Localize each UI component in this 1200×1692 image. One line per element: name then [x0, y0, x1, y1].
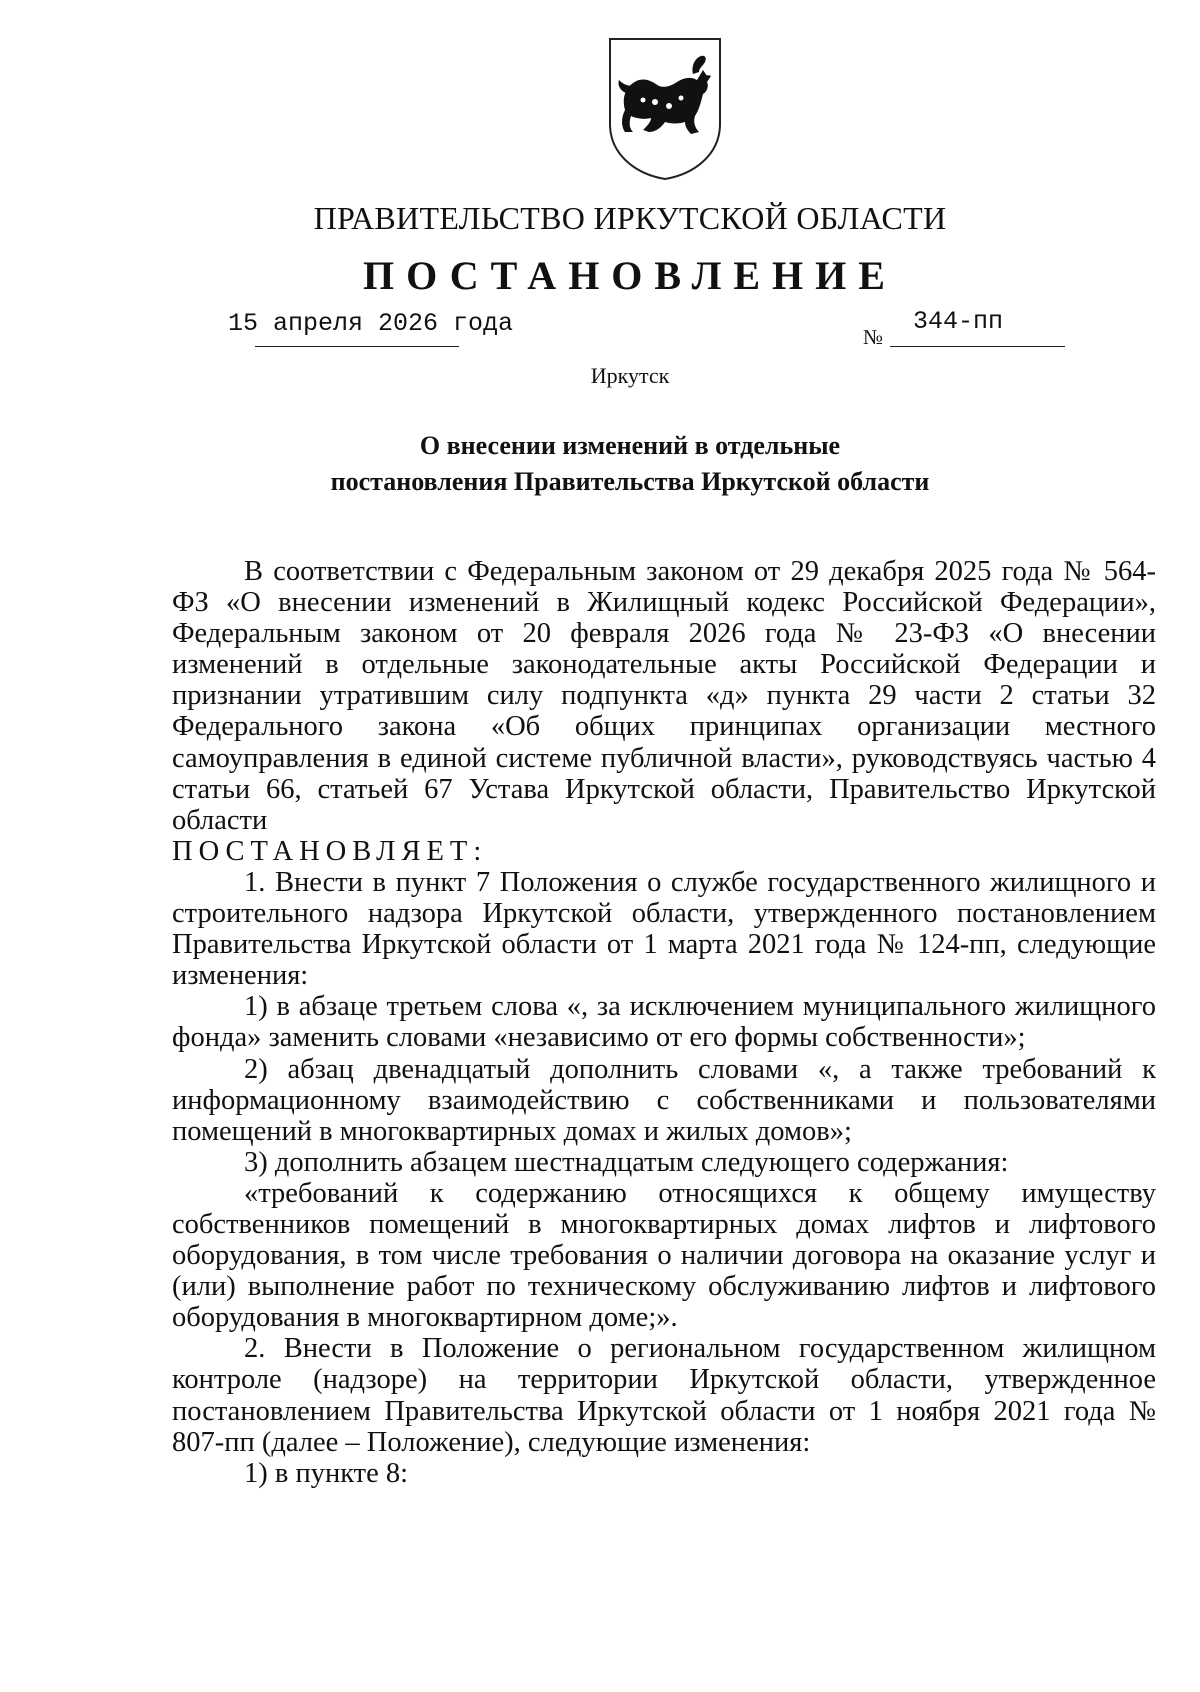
- document-type: ПОСТАНОВЛЕНИЕ: [363, 253, 897, 298]
- document-subject: [0, 428, 1200, 500]
- number-underline: [890, 346, 1065, 347]
- paragraph-1-item-1: 1) в абзаце третьем слова «, за исключением муниципального жилищного фонда» заменить словами «независимо от его формы собственности»;: [172, 991, 1156, 1054]
- paragraph-1-item-3-quote: «требований к содержанию относящихся к общему имуществу собственников помещений в многоквартирных домах лифтов и лифтового оборудования, в том числе требования о наличии договора на оказание услуг и (или) выполнение работ по техническому обслуживанию лифтов и лифтового оборудования в многоквартирном доме;».: [172, 1177, 1156, 1334]
- date-underline: [255, 346, 459, 347]
- subject-line-2: постановления Правительства Иркутской области: [330, 467, 930, 496]
- document-city: Иркутск: [590, 363, 670, 388]
- document-number: 344-пп: [913, 307, 1004, 336]
- paragraph-1-item-3: 3) дополнить абзацем шестнадцатым следующего содержания:: [244, 1146, 1009, 1178]
- paragraph-1: 1. Внести в пункт 7 Положения о службе государственного жилищного и строительного надзора Иркутской области, утвержденного постановлением Правительства Иркутской области от 1 марта 2021 года № 124-пп, следующие изменения:: [172, 866, 1156, 992]
- document-body: [172, 556, 1156, 1489]
- decree-word: ПОСТАНОВЛЯЕТ:: [172, 835, 488, 867]
- paragraph-2: 2. Внести в Положение о региональном государственном жилищном контроле (надзоре) на территории Иркутской области, утвержденное постановлением Правительства Иркутской области от 1 ноября 2021 года № 807-пп (далее – Положение), следующие изменения:: [172, 1333, 1156, 1458]
- coat-of-arms-icon: [607, 36, 723, 182]
- government-title: ПРАВИТЕЛЬСТВО ИРКУТСКОЙ ОБЛАСТИ: [313, 200, 947, 236]
- preamble-paragraph: В соответствии с Федеральным законом от 29 декабря 2025 года № 564-ФЗ «О внесении изменений в Жилищный кодекс Российской Федерации», Федеральным законом от 20 февраля 2026 года № 23-ФЗ «О внесении изменений в отдельные законодательные акты Российской Федерации и признании утратившим силу подпункта «д» пункта 29 части 2 статьи 32 Федерального закона «Об общих принципах организации местного самоуправления в единой системе публичной власти», руководствуясь частью 4 статьи 66, статьей 67 Устава Иркутской области, Правительство Иркутской области: [172, 556, 1156, 836]
- number-sign: №: [863, 325, 884, 349]
- paragraph-2-item-1: 1) в пункте 8:: [244, 1457, 409, 1489]
- paragraph-1-item-2: 2) абзац двенадцатый дополнить словами «, а также требований к информационному взаимодействию с собственниками и пользователями помещений в многоквартирных домах и жилых домов»;: [172, 1053, 1156, 1147]
- document-date: 15 апреля 2026 года: [228, 309, 514, 338]
- subject-line-1: О внесении изменений в отдельные: [419, 431, 841, 460]
